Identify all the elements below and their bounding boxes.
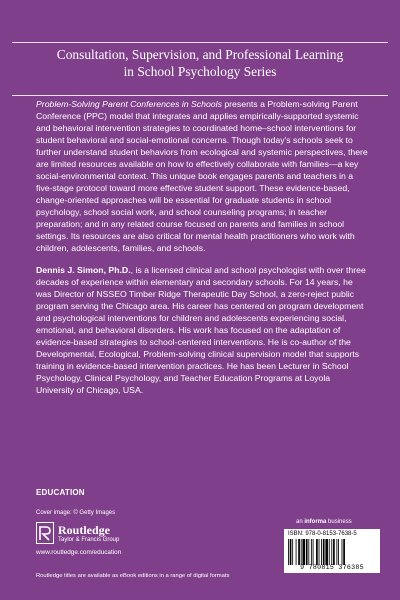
series-title-line-2: in School Psychology Series [123, 64, 277, 79]
author-bio-text: , is a licensed clinical and school psychologist with over three decades of experience within elementary and secondary schools. For 14 years, he was Director of NSSEO Timber Ridge Therapeutic Day School, a zero-reject public program serving the Chicago area. His career has centered on program development and psychological interventions for children and adolescents experiencing social, emotional, and behavioral disorders. His work has focused on the adaptation of evidence-based strategies to school-centered interventions. He is co-author of the Developmental, Ecological, Problem-solving clinical supervision model that supports training in evidence-based intervention practices. He has been Lecturer in School Psychology, Clinical Psychology, and Teacher Education Programs at Loyola University of Chicago, USA. [36, 265, 366, 395]
series-title [12, 46, 388, 94]
publisher-url: www.routledge.com/education [36, 549, 122, 556]
isbn-barcode [284, 529, 380, 573]
informa-prefix: an [296, 519, 305, 525]
informa-brand: informa [304, 519, 327, 525]
ebook-note: Routledge titles are available as eBook editions in a range of digital formats [36, 573, 230, 579]
series-title-line-1: Consultation, Supervision, and Professional Learning [56, 47, 344, 62]
author-name: Dennis J. Simon, Ph.D. [36, 265, 131, 275]
blurb [36, 98, 370, 406]
isbn-label: ISBN: 978-0-8153-7638-5 [288, 531, 357, 537]
routledge-logo-icon [36, 522, 54, 544]
publisher-name: Routledge [58, 523, 110, 537]
description-text: presents a Problem-solving Parent Conference (PPC) model that integrates and applies empirically-supported systemic and behavioral intervention strategies to coordinated home–school interventions for student behavioral and social-emotional concerns. Though today's schools seek to further understand student behaviors from ecological and systemic perspectives, there are limited resources available on how to effectively collaborate with families—a key social-environmental context. This unique book engages parents and teachers in a five-stage protocol toward more effective student support. These evidence-based, change-oriented approaches will be essential for graduate students in school psychology, school social work, and school counseling programs; in teacher preparation; and in any related course focused on parents and families in school settings. Its resources are also critical for mental health practitioners who work with children, adolescents, families, and schools. [36, 99, 368, 253]
barcode-number: 9 780815 376385 [300, 564, 364, 571]
publisher-logo [36, 522, 156, 550]
subject-category: EDUCATION [36, 488, 85, 497]
book-title: Problem-Solving Parent Conferences in Schools [36, 99, 222, 109]
publisher-group: Taylor & Francis Group [58, 537, 120, 543]
book-description [36, 98, 370, 254]
cover-image-credit: Cover image: © Getty Images [36, 510, 116, 516]
barcode-icon [288, 539, 376, 565]
bottom-divider [12, 95, 388, 96]
informa-tagline [296, 519, 352, 525]
author-bio [36, 264, 370, 396]
top-divider [12, 42, 388, 43]
informa-suffix: business [326, 519, 352, 525]
